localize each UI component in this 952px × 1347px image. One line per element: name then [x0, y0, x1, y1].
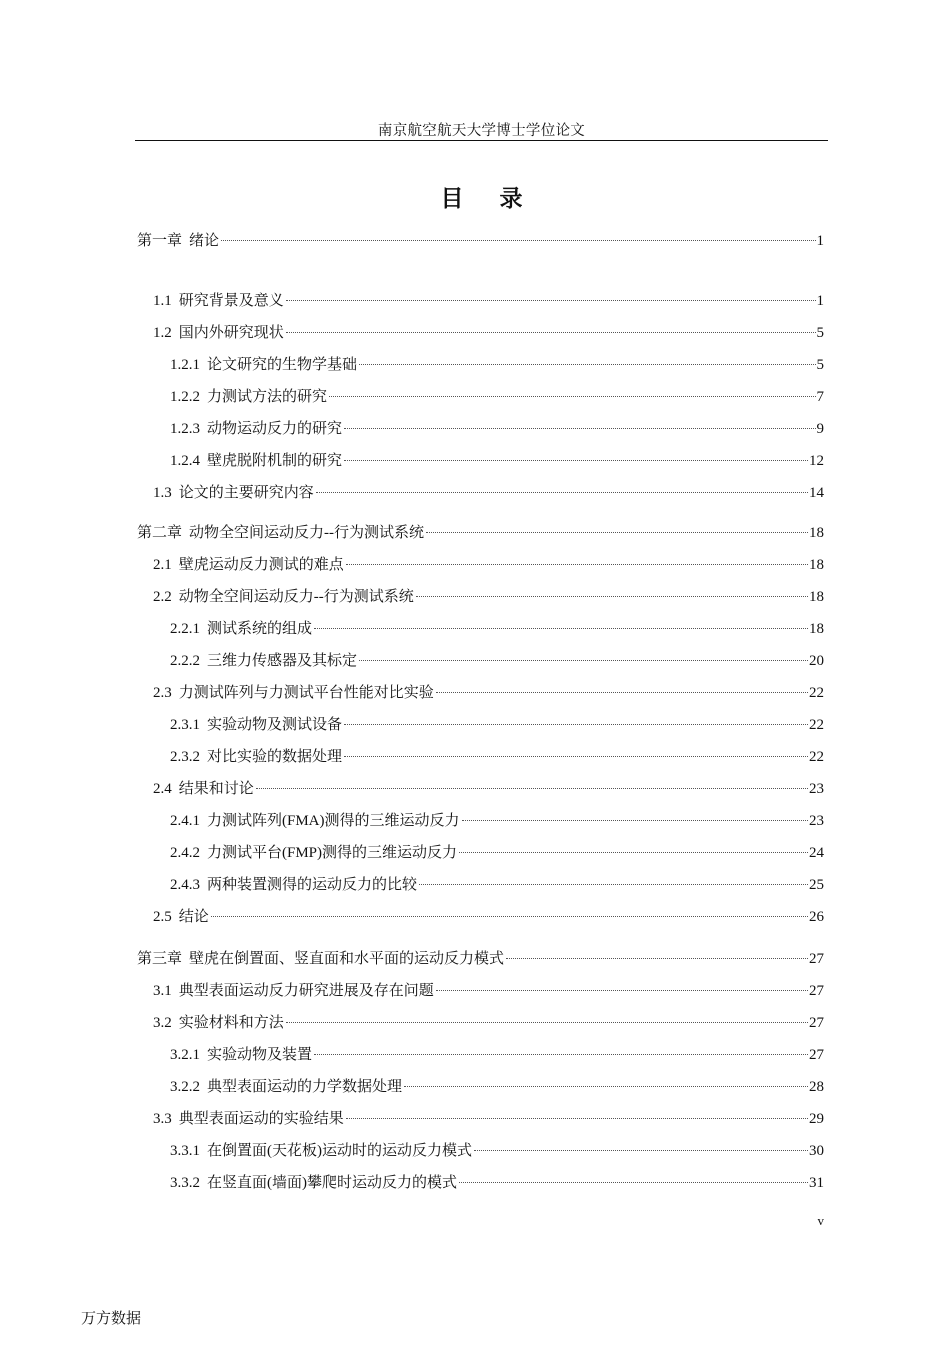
toc-entry-number: 2.2 [153, 589, 172, 605]
toc-leader-dots [344, 428, 815, 429]
toc-entry-page: 1 [816, 293, 824, 309]
toc-entry-title: 典型表面运动反力研究进展及存在问题 [178, 983, 434, 999]
toc-leader-dots [459, 852, 808, 853]
toc-entry-number: 1.2.1 [170, 357, 200, 373]
toc-entry[interactable] [170, 355, 824, 375]
toc-leader-dots [346, 1118, 808, 1119]
toc-leader-dots [416, 596, 808, 597]
toc-entry-number: 2.4.2 [170, 845, 200, 861]
toc-entry[interactable] [170, 843, 824, 863]
toc-leader-dots [211, 916, 808, 917]
toc-entry-page: 30 [809, 1143, 824, 1159]
toc-leader-dots [506, 958, 808, 959]
toc-entry-page: 25 [809, 877, 824, 893]
toc-entry-title: 研究背景及意义 [178, 293, 284, 309]
toc-entry-page: 22 [809, 749, 824, 765]
toc-entry-page: 29 [809, 1111, 824, 1127]
toc-entry[interactable] [153, 981, 824, 1001]
toc-entry-title: 结论 [178, 909, 209, 925]
toc-entry[interactable] [137, 231, 824, 251]
toc-entry-page: 18 [809, 557, 824, 573]
toc-leader-dots [359, 364, 815, 365]
toc-entry[interactable] [153, 1109, 824, 1129]
toc-entry-title: 论文的主要研究内容 [178, 485, 314, 501]
toc-entry-title: 论文研究的生物学基础 [207, 357, 358, 373]
toc-entry-number: 2.4.1 [170, 813, 200, 829]
toc-leader-dots [314, 1054, 808, 1055]
page-number: v [817, 1213, 824, 1228]
toc-entry-page: 14 [809, 485, 824, 501]
toc-entry[interactable] [170, 1173, 824, 1193]
toc-leader-dots [474, 1150, 808, 1151]
toc-entry-title: 在竖直面(墙面)攀爬时运动反力的模式 [207, 1175, 457, 1191]
toc-entry-page: 18 [809, 589, 824, 605]
toc-entry-number: 3.3 [153, 1111, 172, 1127]
toc-entry-number: 2.3 [153, 685, 172, 701]
toc-entry-title: 力测试方法的研究 [207, 389, 328, 405]
toc-entry-number: 3.3.2 [170, 1175, 200, 1191]
toc-entry[interactable] [170, 1077, 824, 1097]
toc-entry-page: 28 [809, 1079, 824, 1095]
toc-entry-number: 2.2.2 [170, 653, 200, 669]
toc-entry-number: 2.2.1 [170, 621, 200, 637]
toc-entry-page: 22 [809, 717, 824, 733]
toc-entry-number: 3.1 [153, 983, 172, 999]
toc-entry-title: 动物运动反力的研究 [207, 421, 343, 437]
toc-entry[interactable] [153, 683, 824, 703]
toc-entry-page: 27 [809, 1047, 824, 1063]
toc-entry[interactable] [170, 419, 824, 439]
toc-leader-dots [404, 1086, 808, 1087]
toc-entry-number: 1.2 [153, 325, 172, 341]
toc-entry[interactable] [170, 875, 824, 895]
toc-leader-dots [344, 756, 808, 757]
toc-entry-title: 动物全空间运动反力--行为测试系统 [178, 589, 414, 605]
toc-entry-page: 20 [809, 653, 824, 669]
toc-entry-title: 实验动物及测试设备 [207, 717, 343, 733]
toc-entry[interactable] [170, 619, 824, 639]
toc-entry[interactable] [153, 779, 824, 799]
toc-leader-dots [426, 532, 808, 533]
toc-entry[interactable] [137, 949, 824, 969]
toc-entry[interactable] [153, 483, 824, 503]
toc-entry[interactable] [137, 523, 824, 543]
toc-entry-title: 典型表面运动的实验结果 [178, 1111, 344, 1127]
toc-entry-number: 第三章 [137, 951, 183, 967]
toc-entry[interactable] [170, 451, 824, 471]
toc-leader-dots [436, 692, 808, 693]
toc-leader-dots [359, 660, 808, 661]
toc-entry-title: 绪论 [189, 233, 220, 249]
toc-entry-title: 壁虎运动反力测试的难点 [178, 557, 344, 573]
toc-entry[interactable] [170, 715, 824, 735]
toc-leader-dots [344, 460, 808, 461]
toc-leader-dots [256, 788, 808, 789]
toc-entry-number: 2.4.3 [170, 877, 200, 893]
toc-entry-title: 力测试阵列(FMA)测得的三维运动反力 [207, 813, 460, 829]
toc-entry-page: 12 [809, 453, 824, 469]
toc-entry-number: 3.2 [153, 1015, 172, 1031]
toc-entry-title: 对比实验的数据处理 [207, 749, 343, 765]
toc-leader-dots [286, 300, 816, 301]
toc-leader-dots [221, 240, 815, 241]
toc-entry-title: 测试系统的组成 [207, 621, 313, 637]
toc-entry-title: 国内外研究现状 [178, 325, 284, 341]
toc-entry-title: 壁虎脱附机制的研究 [207, 453, 343, 469]
toc-entry-page: 1 [816, 233, 824, 249]
toc-entry-number: 3.3.1 [170, 1143, 200, 1159]
toc-entry-page: 24 [809, 845, 824, 861]
toc-entry-page: 18 [809, 621, 824, 637]
toc-entry-page: 26 [809, 909, 824, 925]
toc-leader-dots [346, 564, 808, 565]
toc-entry-number: 2.1 [153, 557, 172, 573]
toc-leader-dots [329, 396, 815, 397]
toc-entry-number: 第一章 [137, 233, 183, 249]
toc-entry-number: 1.2.2 [170, 389, 200, 405]
toc-entry-page: 7 [816, 389, 824, 405]
toc-entry-title: 三维力传感器及其标定 [207, 653, 358, 669]
toc-entry-title: 在倒置面(天花板)运动时的运动反力模式 [207, 1143, 472, 1159]
toc-entry-title: 力测试阵列与力测试平台性能对比实验 [178, 685, 434, 701]
toc-entry-number: 3.2.2 [170, 1079, 200, 1095]
toc-leader-dots [419, 884, 808, 885]
toc-entry-title: 动物全空间运动反力--行为测试系统 [189, 525, 425, 541]
toc-leader-dots [286, 1022, 808, 1023]
page-title: 目 录 [440, 186, 537, 212]
toc-leader-dots [436, 990, 808, 991]
toc-entry-number: 2.3.1 [170, 717, 200, 733]
toc-entry-page: 31 [809, 1175, 824, 1191]
toc-entry-title: 实验动物及装置 [207, 1047, 313, 1063]
toc-entry-number: 2.3.2 [170, 749, 200, 765]
toc-entry-page: 23 [809, 813, 824, 829]
toc-entry-title: 实验材料和方法 [178, 1015, 284, 1031]
watermark-text: 万方数据 [81, 1311, 142, 1327]
toc-entry-page: 27 [809, 1015, 824, 1031]
toc-entry-page: 23 [809, 781, 824, 797]
toc-entry-number: 1.2.3 [170, 421, 200, 437]
toc-entry-title: 壁虎在倒置面、竖直面和水平面的运动反力模式 [189, 951, 505, 967]
toc-entry[interactable] [170, 1045, 824, 1065]
toc-leader-dots [344, 724, 808, 725]
toc-entry-page: 5 [816, 357, 824, 373]
toc-entry-number: 2.5 [153, 909, 172, 925]
toc-entry-page: 27 [809, 983, 824, 999]
toc-entry-number: 3.2.1 [170, 1047, 200, 1063]
toc-entry[interactable] [170, 811, 824, 831]
toc-leader-dots [286, 332, 816, 333]
toc-entry-page: 22 [809, 685, 824, 701]
toc-leader-dots [462, 820, 808, 821]
toc-entry-page: 9 [816, 421, 824, 437]
toc-entry[interactable] [170, 1141, 824, 1161]
toc-entry-page: 27 [809, 951, 824, 967]
page-header-title: 南京航空航天大学博士学位论文 [377, 123, 586, 139]
toc-leader-dots [459, 1182, 808, 1183]
toc-leader-dots [316, 492, 808, 493]
toc-entry[interactable] [153, 555, 824, 575]
toc-entry[interactable] [153, 323, 824, 343]
toc-entry-number: 第二章 [137, 525, 183, 541]
toc-entry[interactable] [170, 651, 824, 671]
toc-entry-title: 结果和讨论 [178, 781, 254, 797]
toc-entry-title: 典型表面运动的力学数据处理 [207, 1079, 403, 1095]
toc-entry[interactable] [170, 747, 824, 767]
toc-entry-title: 力测试平台(FMP)测得的三维运动反力 [207, 845, 458, 861]
toc-entry-number: 1.2.4 [170, 453, 200, 469]
toc-entry[interactable] [170, 387, 824, 407]
toc-entry[interactable] [153, 907, 824, 927]
toc-entry[interactable] [153, 1013, 824, 1033]
toc-entry-page: 5 [816, 325, 824, 341]
toc-leader-dots [314, 628, 808, 629]
toc-entry-page: 18 [809, 525, 824, 541]
toc-entry[interactable] [153, 291, 824, 311]
toc-entry-title: 两种装置测得的运动反力的比较 [207, 877, 418, 893]
toc-entry-number: 2.4 [153, 781, 172, 797]
toc-entry-number: 1.3 [153, 485, 172, 501]
toc-entry[interactable] [153, 587, 824, 607]
toc-entry-number: 1.1 [153, 293, 172, 309]
